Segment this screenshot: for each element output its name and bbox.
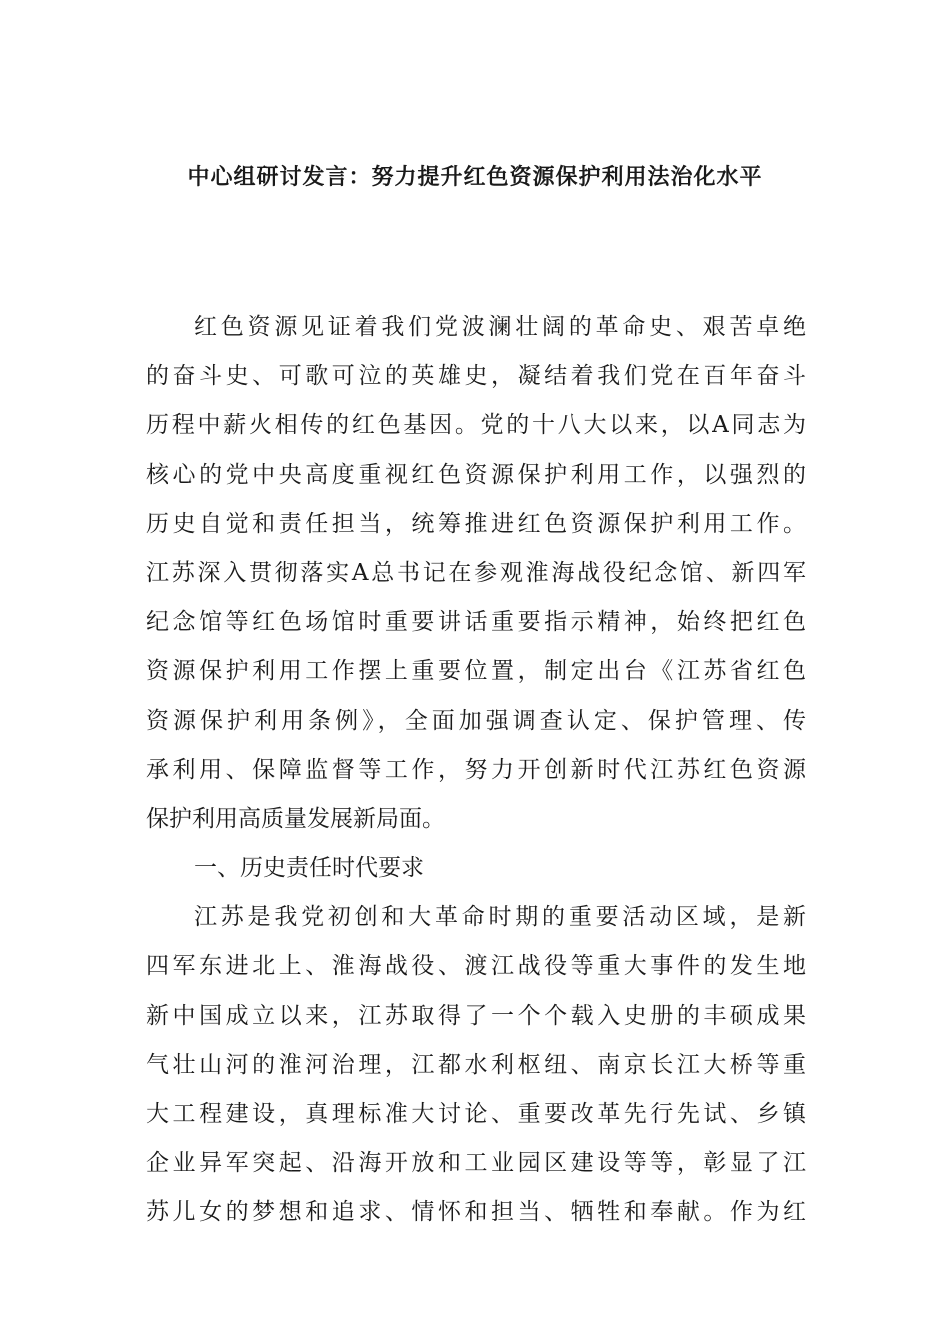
text-line: 历程中薪火相传的红色基因。党的十八大以来，以A同志为 bbox=[146, 412, 806, 439]
text-line: 纪念馆等红色场馆时重要讲话重要指示精神，始终把红色 bbox=[146, 609, 806, 636]
text-line: 气壮山河的淮河治理，江都水利枢纽、南京长江大桥等重 bbox=[146, 1051, 806, 1078]
text-line: 大工程建设，真理标准大讨论、重要改革先行先试、乡镇 bbox=[146, 1101, 806, 1127]
text-line: 历史自觉和责任担当，统筹推进红色资源保护利用工作。 bbox=[146, 510, 806, 537]
text-line: 江苏深入贯彻落实A总书记在参观淮海战役纪念馆、新四军 bbox=[146, 559, 806, 586]
document-body bbox=[146, 303, 806, 1238]
text-line: 四军东进北上、淮海战役、渡江战役等重大事件的发生地 bbox=[146, 953, 806, 980]
text-line: 资源保护利用条例》，全面加强调查认定、保护管理、传 bbox=[146, 707, 806, 734]
text-line: 的奋斗史、可歌可泣的英雄史，凝结着我们党在百年奋斗 bbox=[146, 363, 806, 390]
text-line: 保护利用高质量发展新局面。 bbox=[146, 805, 445, 832]
text-line: 江苏是我党初创和大革命时期的重要活动区域，是新 bbox=[194, 904, 806, 931]
document-title: 中心组研讨发言：努力提升红色资源保护利用法治化水平 bbox=[187, 164, 763, 190]
text-line: 苏儿女的梦想和追求、情怀和担当、牺牲和奉献。作为红 bbox=[146, 1199, 806, 1226]
text-line: 承利用、保障监督等工作，努力开创新时代江苏红色资源 bbox=[146, 756, 806, 783]
text-line: 企业异军突起、沿海开放和工业园区建设等等，彰显了江 bbox=[146, 1150, 806, 1177]
text-line: 一、历史责任时代要求 bbox=[194, 855, 424, 882]
text-line: 红色资源见证着我们党波澜壮阔的革命史、艰苦卓绝 bbox=[194, 314, 806, 340]
text-line: 核心的党中央高度重视红色资源保护利用工作，以强烈的 bbox=[146, 461, 806, 488]
text-line: 资源保护利用工作摆上重要位置，制定出台《江苏省红色 bbox=[146, 658, 806, 685]
text-line: 新中国成立以来，江苏取得了一个个载入史册的丰硕成果 bbox=[146, 1002, 806, 1029]
